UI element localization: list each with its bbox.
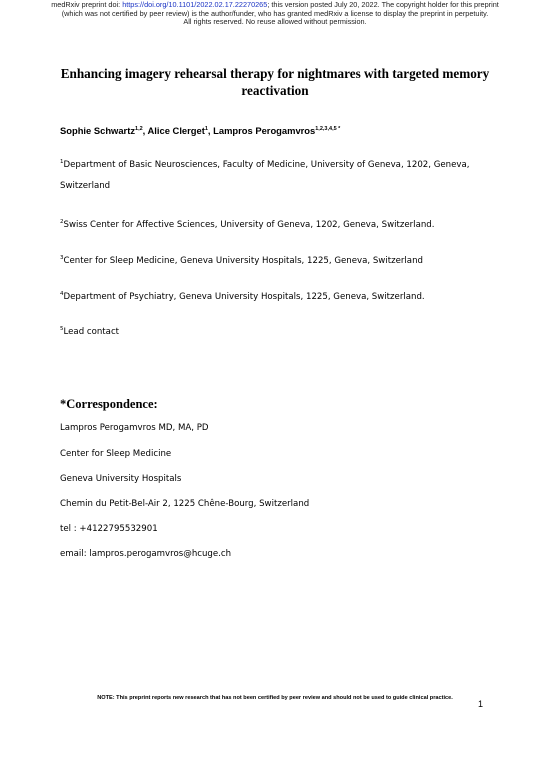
banner-line-3: All rights reserved. No reuse allowed without permission. <box>183 17 367 27</box>
correspondence-phone: tel : +4122795532901 <box>60 524 158 534</box>
paper-title: Enhancing imagery rehearsal therapy for nightmares with targeted memory reactivation <box>60 66 490 98</box>
affiliation-5 <box>60 327 119 338</box>
correspondence-address: Chemin du Petit-Bel-Air 2, 1225 Chêne-Bourg, Switzerland <box>60 499 310 509</box>
banner-suffix: ; this version posted July 20, 2022. The copyright holder for this preprint <box>267 0 499 9</box>
peer-review-note: NOTE: This preprint reports new research that has not been certified by peer review and should not be used to guide clinical practice. <box>97 695 453 701</box>
affiliation-text: Department of Psychiatry, Geneva University Hospitals, 1225, Geneva, Switzerland. <box>63 292 425 302</box>
affiliation-text: Department of Basic Neurosciences, Faculty of Medicine, University of Geneva, 1202, Geneva, <box>63 160 470 170</box>
affiliation-3 <box>60 256 423 267</box>
affiliation-2 <box>60 220 434 231</box>
affiliation-text: Lead contact <box>63 327 120 337</box>
affiliation-num: 1 <box>60 159 64 165</box>
affiliation-1-cont: Switzerland <box>60 181 111 191</box>
author-list <box>60 125 340 136</box>
author-3-affil: 1,2,3,4,5 * <box>315 126 341 132</box>
page-number: 1 <box>478 699 484 709</box>
author-1: Sophie Schwartz <box>60 125 136 136</box>
affiliation-num: 3 <box>60 255 64 261</box>
affiliation-text: Swiss Center for Affective Sciences, University of Geneva, 1202, Geneva, Switzerland. <box>63 220 435 230</box>
correspondence-heading: *Correspondence: <box>60 397 158 411</box>
author-3: , Lampros Perogamvros <box>207 125 316 136</box>
author-2: , Alice Clerget <box>142 125 205 136</box>
preprint-banner <box>0 1 550 27</box>
banner-prefix: medRxiv preprint doi: <box>51 0 123 9</box>
affiliation-text: Center for Sleep Medicine, Geneva University Hospitals, 1225, Geneva, Switzerland <box>63 256 423 266</box>
author-1-affil: 1,2 <box>135 126 143 132</box>
affiliation-num: 2 <box>60 219 64 225</box>
affiliation-num: 4 <box>60 291 64 297</box>
affiliation-num: 5 <box>60 326 64 332</box>
correspondence-email[interactable]: email: lampros.perogamvros@hcuge.ch <box>60 549 232 559</box>
correspondence-hospital: Geneva University Hospitals <box>60 474 182 484</box>
banner-line-2: (which was not certified by peer review) is the author/funder, who has granted medRxiv a license to display the preprint in perpetuity. <box>61 8 489 18</box>
affiliation-4 <box>60 292 425 303</box>
correspondence-name: Lampros Perogamvros MD, MA, PD <box>60 423 209 433</box>
correspondence-center: Center for Sleep Medicine <box>60 449 172 459</box>
doi-link[interactable]: https://doi.org/10.1101/2022.02.17.22270265 <box>122 0 268 9</box>
affiliation-1 <box>60 160 470 171</box>
author-2-affil: 1 <box>204 126 208 132</box>
